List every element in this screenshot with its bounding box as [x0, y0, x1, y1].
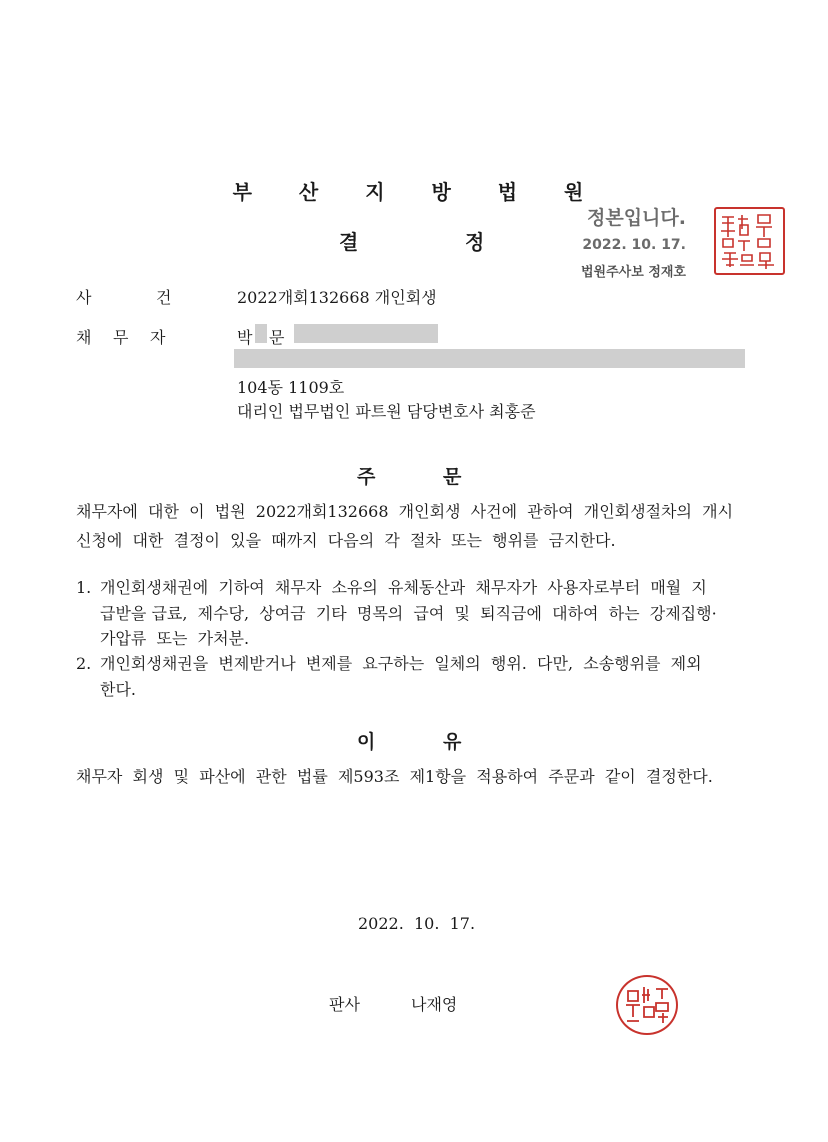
redacted-name [255, 324, 267, 343]
case-label: 사 건 [76, 288, 172, 307]
decision-date: 2022. 10. 17. [358, 914, 476, 933]
judge-title: 판사 [329, 995, 360, 1014]
debtor-name-last: 문 [269, 328, 285, 347]
order-heading-right: 문 [443, 466, 462, 488]
order-item-2-line1: 개인회생채권을 변제받거나 변제를 요구하는 일체의 행위. 다만, 소송행위를 제외 [100, 654, 702, 673]
judge-seal-icon [616, 975, 678, 1035]
judge-name: 나재영 [411, 995, 458, 1014]
court-name: 부 산 지 방 법 원 [232, 180, 604, 204]
order-intro-line1: 채무자에 대한 이 법원 2022개회132668 개인회생 사건에 관하여 개인회생절차의 개시 [76, 502, 734, 521]
order-intro-line2: 신청에 대한 결정이 있을 때까지 다음의 각 절차 또는 행위를 금지한다. [76, 531, 616, 550]
certified-copy-date: 2022. 10. 17. [582, 237, 686, 253]
order-heading-left: 주 [357, 466, 376, 488]
order-item-2-number: 2. [76, 654, 92, 673]
certified-copy-label: 정본입니다. [587, 207, 686, 229]
debtor-representative: 대리인 법무법인 파트원 담당변호사 최홍준 [237, 402, 536, 421]
debtor-label: 채 무 자 [76, 328, 166, 347]
reason-heading-left: 이 [357, 731, 376, 753]
redacted-address-1 [294, 324, 438, 343]
reason-text: 채무자 회생 및 파산에 관한 법률 제593조 제1항을 적용하여 주문과 같이 결정한다. [76, 767, 713, 786]
order-item-2-line2: 한다. [100, 680, 136, 699]
order-item-1-line3: 가압류 또는 가처분. [100, 629, 250, 648]
clerk-seal-icon [714, 207, 785, 275]
doc-type-right: 정 [465, 230, 485, 254]
reason-heading-right: 유 [443, 731, 462, 753]
order-item-1-line2: 급받을 급료, 제수당, 상여금 기타 명목의 급여 및 퇴직금에 대하여 하는 강제집행· [100, 604, 717, 623]
order-item-1-number: 1. [76, 578, 92, 597]
debtor-address-unit: 104동 1109호 [237, 378, 345, 397]
case-number: 2022개회132668 개인회생 [237, 288, 437, 307]
doc-type-left: 결 [339, 230, 359, 254]
certified-copy-officer: 법원주사보 정재호 [581, 265, 686, 280]
order-item-1-line1: 개인회생채권에 기하여 채무자 소유의 유체동산과 채무자가 사용자로부터 매월 지 [100, 578, 707, 597]
redacted-address-2 [234, 349, 745, 368]
debtor-name: 박 [237, 328, 253, 347]
